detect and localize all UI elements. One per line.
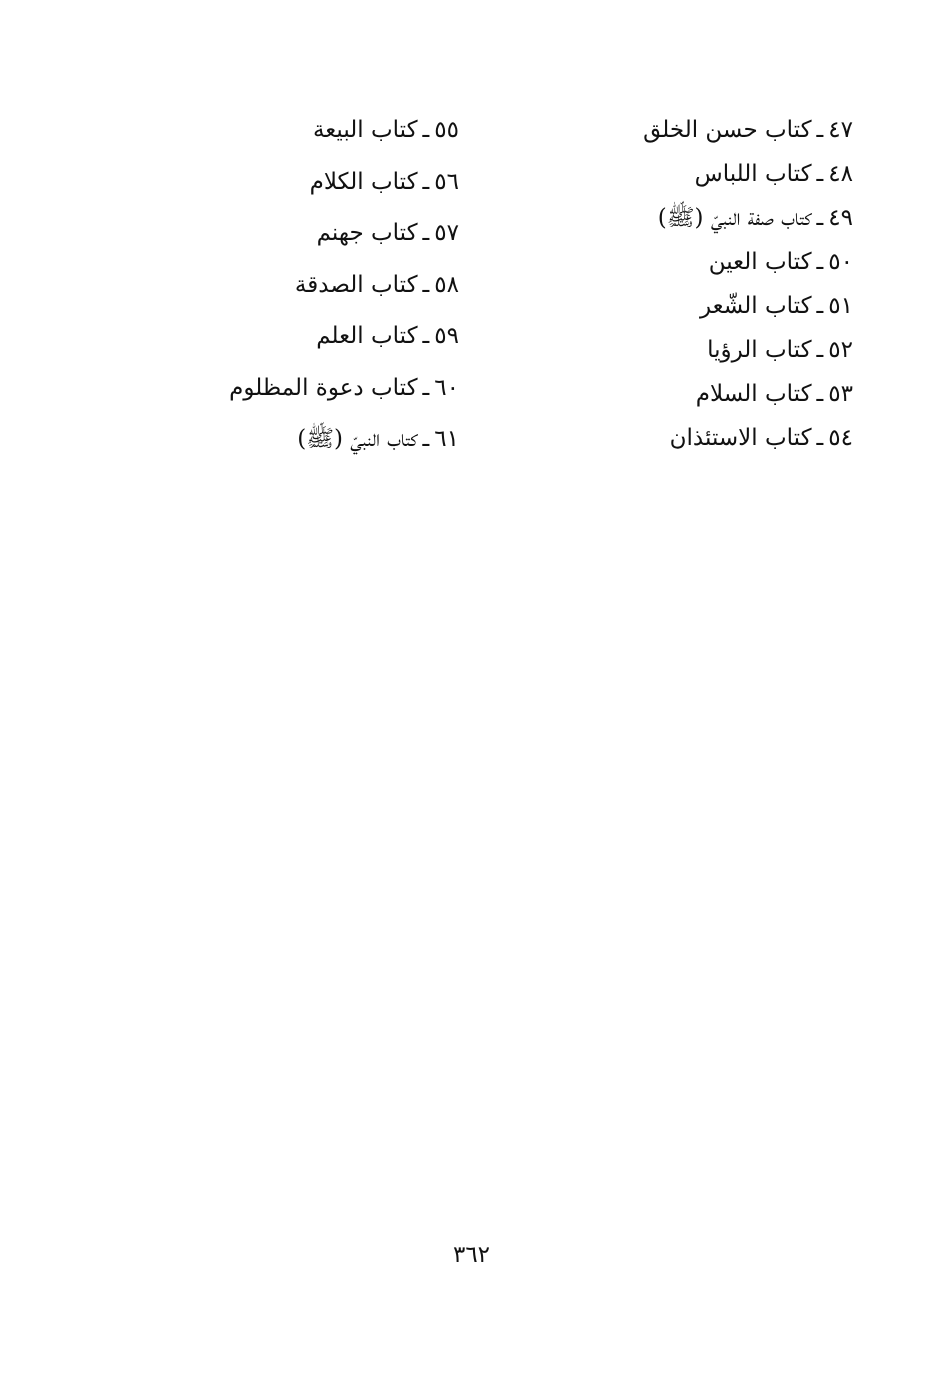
entry-title: كتاب الاستئذان [669,425,812,451]
entry-title: كتاب الرؤيا [707,337,812,363]
entry-separator: ـ [422,117,430,143]
contents-entry [553,196,853,240]
entry-number: ٥٨ [434,271,459,298]
entry-title: كتاب جهنم [316,220,418,246]
contents-entry [553,240,853,284]
entry-separator: ـ [816,337,824,363]
entry-separator: ـ [816,425,824,451]
entry-separator: ـ [422,168,430,195]
entry-number: ٤٨ [828,161,853,187]
entry-title: كتاب حسن الخلق [643,117,812,143]
entry-separator: ـ [422,271,430,298]
contents-entry [159,417,459,469]
entry-number: ٦١ [434,426,459,452]
entry-number: ٦٠ [434,374,459,401]
entry-number: ٥٦ [434,168,459,195]
entry-title: كتاب الصدقة [294,271,418,298]
contents-entry [553,108,853,152]
entry-number: ٤٩ [828,205,853,231]
entry-separator: ـ [422,323,430,349]
contents-entry [159,108,459,160]
contents-column-left [159,108,459,469]
contents-entry [553,416,853,460]
entry-title: كتاب دعوة المظلوم [229,374,418,401]
contents-entry [159,366,459,418]
entry-title: كتاب البيعة [312,117,418,143]
entry-number: ٥٥ [434,117,459,143]
contents-entry [553,372,853,416]
page-number: ٣٦٢ [452,1242,491,1268]
entry-separator: ـ [816,249,824,275]
entry-title: كتاب الشّعر [699,293,812,319]
contents-entry [159,160,459,212]
entry-title: كتاب الكلام [309,168,418,195]
entry-number: ٥٩ [434,323,459,349]
entry-number: ٤٧ [828,117,853,143]
contents-entry [159,314,459,366]
entry-separator: ـ [816,381,824,407]
entry-number: ٥٧ [434,220,459,246]
entry-title: كتاب صفة النبيّ (ﷺ) [657,205,812,231]
entry-separator: ـ [816,293,824,319]
entry-title: كتاب اللباس [694,161,812,187]
contents-entry [159,263,459,315]
entry-number: ٥١ [828,293,853,319]
entry-separator: ـ [816,161,824,187]
entry-number: ٥٣ [828,381,853,407]
entry-separator: ـ [422,426,430,452]
entry-separator: ـ [422,220,430,246]
entry-number: ٥٢ [828,337,853,363]
entry-separator: ـ [816,117,824,143]
entry-title: كتاب النبيّ (ﷺ) [297,426,418,452]
entry-title: كتاب العين [708,249,812,275]
entry-title: كتاب السلام [695,381,812,407]
entry-number: ٥٠ [828,249,853,275]
contents-entry [553,284,853,328]
entry-separator: ـ [422,374,430,401]
entry-number: ٥٤ [828,425,853,451]
contents-entry [553,152,853,196]
contents-column-right [553,108,853,460]
entry-title: كتاب العلم [316,323,418,349]
contents-entry [553,328,853,372]
entry-separator: ـ [816,205,824,231]
contents-entry [159,211,459,263]
